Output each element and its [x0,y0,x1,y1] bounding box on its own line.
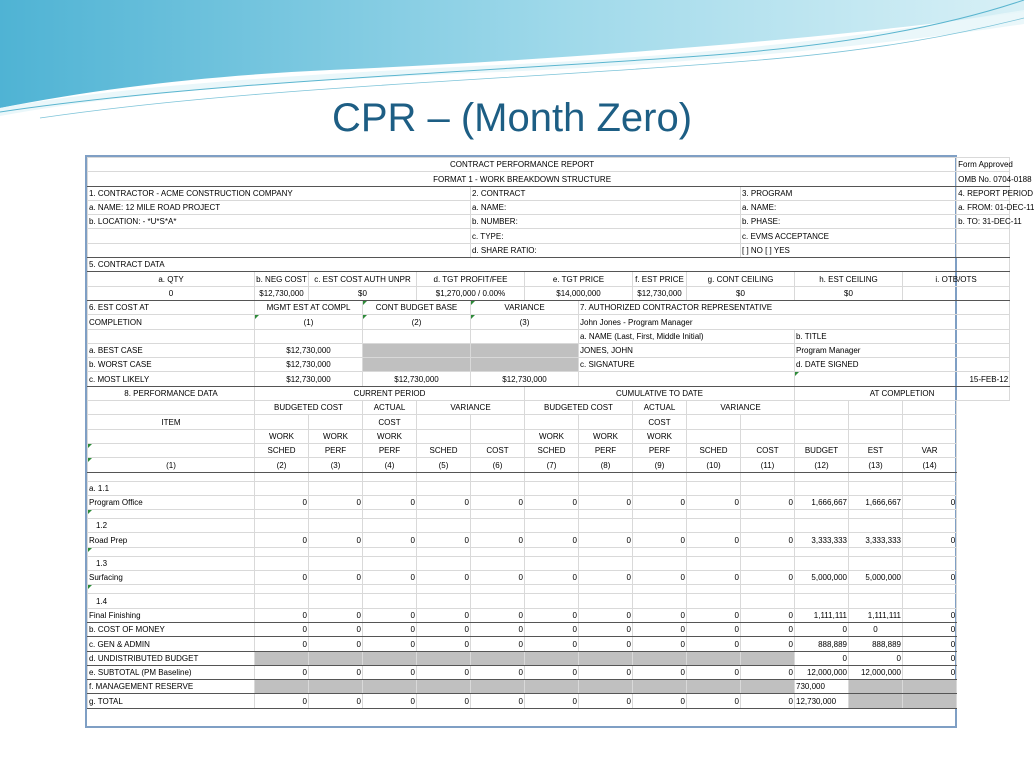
summary-label: g. TOTAL [88,694,255,708]
cell: 0 [363,533,417,547]
col-num-13: (13) [849,458,903,472]
cell: 0 [525,571,579,585]
cum-work-3: WORK [633,429,687,443]
contractor-name: a. NAME: 12 MILE ROAD PROJECT [88,200,471,214]
cd-value-neg-cost: $12,730,000 [255,286,309,300]
mgmt-col-num: (1) [255,315,363,329]
cell: 0 [255,571,309,585]
rep-title-value: Program Manager [795,343,1010,357]
contract-data-heading: 5. CONTRACT DATA [88,258,1010,272]
slide-title: CPR – (Month Zero) [331,96,693,140]
item-name: Program Office [88,495,255,509]
cell: 0 [525,533,579,547]
rep-signature-label: c. SIGNATURE [579,358,795,372]
current-period-header: CURRENT PERIOD [255,386,525,400]
period-to: b. TO: 31-DEC-11 [957,215,1010,229]
summary-label: d. UNDISTRIBUTED BUDGET [88,651,255,665]
cell: 0 [363,571,417,585]
cd-value-est-price: $12,730,000 [633,286,687,300]
cd-header-neg-cost: b. NEG COST [255,272,309,286]
cum-actual-perf: PERF [633,443,687,457]
cell: 0 [417,694,471,708]
cell: 0 [579,571,633,585]
cell: 0 [849,651,903,665]
contract-name: a. NAME: [471,200,741,214]
cell: 0 [417,622,471,636]
cell: 0 [741,571,795,585]
cell: 0 [687,622,741,636]
cd-value-est-ceiling: $0 [795,286,903,300]
cell: 0 [741,694,795,708]
cum-var-sched: SCHED [687,443,741,457]
cell: 0 [903,665,957,679]
cell: 0 [471,495,525,509]
table-row [88,651,1010,665]
table-row [88,622,1010,636]
cell: 0 [633,665,687,679]
item-name: Final Finishing [88,608,255,622]
variance-header: VARIANCE [471,300,579,314]
var-header: VAR [903,443,957,457]
cell: 0 [417,608,471,622]
cd-header-tgt-profit: d. TGT PROFIT/FEE [417,272,525,286]
cell: 0 [309,622,363,636]
item-code: 1.3 [88,556,255,570]
cd-header-qty: a. QTY [88,272,255,286]
program-name: a. NAME: [741,200,957,214]
program-phase: b. PHASE: [741,215,957,229]
form-approved: Form Approved [957,158,1010,172]
cell: 0 [795,651,849,665]
cell: 0 [687,608,741,622]
cell: 0 [363,608,417,622]
cell: 12,000,000 [795,665,849,679]
cell: 0 [687,533,741,547]
col-num-12: (12) [795,458,849,472]
contractor-heading: 1. CONTRACTOR - ACME CONSTRUCTION COMPANY [88,186,471,200]
at-completion-header: AT COMPLETION [795,386,1010,400]
cpr-table [87,157,1034,709]
variance-col-num: (3) [471,315,579,329]
cell: 12,000,000 [849,665,903,679]
cd-value-otb-ots [903,286,1010,300]
cell: 0 [741,495,795,509]
cell: 0 [525,694,579,708]
cell: 0 [417,495,471,509]
contractor-location: b. LOCATION: - *U*S*A* [88,215,471,229]
cum-perf: PERF [579,443,633,457]
cell: 0 [471,608,525,622]
cell: 0 [579,608,633,622]
cd-header-tgt-price: e. TGT PRICE [525,272,633,286]
cd-value-est-cost: $0 [309,286,417,300]
rep-date-label: d. DATE SIGNED [795,358,1010,372]
cell: 0 [633,694,687,708]
perf-heading: 8. PERFORMANCE DATA [88,386,255,400]
cell: 0 [687,694,741,708]
cell: 12,730,000 [795,694,849,708]
rep-title-label: b. TITLE [795,329,1010,343]
cell: 0 [309,533,363,547]
cell: 0 [471,571,525,585]
cur-work-2: WORK [309,429,363,443]
cd-value-cont-ceiling: $0 [687,286,795,300]
cur-perf: PERF [309,443,363,457]
cell: 0 [309,665,363,679]
program-heading: 3. PROGRAM [741,186,957,200]
cell: 1,111,111 [849,608,903,622]
cur-sched: SCHED [255,443,309,457]
cell: 0 [255,495,309,509]
cell: 0 [255,533,309,547]
cell: 3,333,333 [795,533,849,547]
cd-value-tgt-profit: $1,270,000 / 0.00% [417,286,525,300]
cum-variance: VARIANCE [687,401,795,415]
period-from: a. FROM: 01-DEC-11 [957,200,1010,214]
evms-acceptance: c. EVMS ACCEPTANCE [741,229,957,243]
report-title: CONTRACT PERFORMANCE REPORT [88,158,957,172]
summary-label: c. GEN & ADMIN [88,637,255,651]
rep-date-value: 15-FEB-12 [795,372,1010,386]
cum-cost: COST [633,415,687,429]
cbb-header: CONT BUDGET BASE [363,300,471,314]
contract-heading: 2. CONTRACT [471,186,741,200]
cum-budgeted-cost: BUDGETED COST [525,401,633,415]
col-num-4: (4) [363,458,417,472]
rep-name-value: JONES, JOHN [579,343,795,357]
cell: 0 [525,608,579,622]
col-num-2: (2) [255,458,309,472]
cum-work-2: WORK [579,429,633,443]
cell: 0 [741,608,795,622]
cum-var-cost: COST [741,443,795,457]
col-num-11: (11) [741,458,795,472]
cell: 0 [471,694,525,708]
cell: 0 [255,637,309,651]
cell: 1,666,667 [849,495,903,509]
cell: 0 [687,665,741,679]
cell: 1,111,111 [795,608,849,622]
col-num-14: (14) [903,458,957,472]
contract-share-ratio: d. SHARE RATIO: [471,243,741,257]
cell: 0 [849,622,903,636]
cell: 0 [255,622,309,636]
cum-actual: ACTUAL [633,401,687,415]
cell: 0 [741,622,795,636]
best-case-label: a. BEST CASE [88,343,255,357]
item-header: ITEM [88,415,255,429]
table-row [88,571,1010,585]
cell: 0 [579,665,633,679]
cell: 0 [687,495,741,509]
cur-actual: ACTUAL [363,401,417,415]
cell: 0 [741,637,795,651]
cell: 5,000,000 [795,571,849,585]
table-row [88,665,1010,679]
cell: 0 [255,665,309,679]
cell: 0 [417,665,471,679]
cell: 0 [633,533,687,547]
item-code: 1.2 [88,519,255,533]
cell: 0 [309,571,363,585]
cur-cost: COST [363,415,417,429]
mgmt-est-header: MGMT EST AT COMPL [255,300,363,314]
cd-value-qty: 0 [88,286,255,300]
cumulative-header: CUMULATIVE TO DATE [525,386,795,400]
evms-options: [ ] NO [ ] YES [741,243,957,257]
rep-heading: 7. AUTHORIZED CONTRACTOR REPRESENTATIVE [579,300,1010,314]
col-num-7: (7) [525,458,579,472]
rep-line: John Jones - Program Manager [579,315,1010,329]
cell: 0 [363,622,417,636]
cell: 0 [579,637,633,651]
cell: 0 [903,495,957,509]
cell: 0 [741,665,795,679]
cell: 0 [471,637,525,651]
cell: 0 [633,608,687,622]
cur-variance: VARIANCE [417,401,525,415]
item-code: 1.4 [88,594,255,608]
cell: 0 [903,637,957,651]
cell: 3,333,333 [849,533,903,547]
table-row [88,694,1010,708]
cd-header-est-price: f. EST PRICE [633,272,687,286]
best-case-mgmt: $12,730,000 [255,343,363,357]
cell: 0 [471,665,525,679]
cell: 0 [633,571,687,585]
most-likely-mgmt: $12,730,000 [255,372,363,386]
col-num-9: (9) [633,458,687,472]
cell: 0 [309,608,363,622]
table-row [88,608,1010,622]
cell: 0 [579,495,633,509]
cur-work-1: WORK [255,429,309,443]
most-likely-cbb: $12,730,000 [363,372,471,386]
cell: 0 [633,637,687,651]
col-num-5: (5) [417,458,471,472]
cell: 0 [363,495,417,509]
most-likely-label: c. MOST LIKELY [88,372,255,386]
cell: 0 [903,571,957,585]
completion-label: COMPLETION [88,315,255,329]
cell: 0 [633,622,687,636]
col-num-6: (6) [471,458,525,472]
cell: 0 [417,571,471,585]
most-likely-variance: $12,730,000 [471,372,579,386]
col-num-1: (1) [88,458,255,472]
cell: 0 [687,571,741,585]
cell: 0 [525,665,579,679]
summary-label: b. COST OF MONEY [88,622,255,636]
report-format: FORMAT 1 - WORK BREAKDOWN STRUCTURE [88,172,957,186]
cbb-col-num: (2) [363,315,471,329]
cur-var-sched: SCHED [417,443,471,457]
cum-work-1: WORK [525,429,579,443]
est-cost-heading: 6. EST COST AT [88,300,255,314]
cd-header-otb-ots: i. OTB/OTS [903,272,1010,286]
est-header: EST [849,443,903,457]
cur-var-cost: COST [471,443,525,457]
cell: 5,000,000 [849,571,903,585]
cell: 0 [579,694,633,708]
cell: 0 [633,495,687,509]
cell: 0 [903,533,957,547]
budget-header: BUDGET [795,443,849,457]
cd-value-tgt-price: $14,000,000 [525,286,633,300]
cell: 0 [903,622,957,636]
cell: 0 [309,495,363,509]
cd-header-cont-ceiling: g. CONT CEILING [687,272,795,286]
cell: 0 [525,637,579,651]
cell: 0 [525,622,579,636]
cpr-spreadsheet [85,155,1034,728]
cell: 1,666,667 [795,495,849,509]
worst-case-label: b. WORST CASE [88,358,255,372]
report-period-heading: 4. REPORT PERIOD [957,186,1010,200]
item-name: Road Prep [88,533,255,547]
cell: 0 [255,608,309,622]
summary-label: e. SUBTOTAL (PM Baseline) [88,665,255,679]
omb-number: OMB No. 0704-0188 [957,172,1010,186]
cell: 0 [903,651,957,665]
cell: 888,889 [795,637,849,651]
cell: 0 [579,533,633,547]
cur-actual-perf: PERF [363,443,417,457]
cell: 0 [363,637,417,651]
cum-sched: SCHED [525,443,579,457]
cell: 0 [579,622,633,636]
contract-type: c. TYPE: [471,229,741,243]
cd-header-est-cost: c. EST COST AUTH UNPR [309,272,417,286]
cell: 0 [363,665,417,679]
cell: 0 [255,694,309,708]
cell: 0 [471,533,525,547]
col-num-10: (10) [687,458,741,472]
contract-number: b. NUMBER: [471,215,741,229]
cell: 730,000 [795,680,849,694]
cell: 0 [471,622,525,636]
cell: 0 [309,694,363,708]
rep-name-label: a. NAME (Last, First, Middle Initial) [579,329,795,343]
cell: 0 [903,608,957,622]
summary-label: f. MANAGEMENT RESERVE [88,680,255,694]
cell: 0 [525,495,579,509]
table-row [88,533,1010,547]
col-num-3: (3) [309,458,363,472]
cur-work-3: WORK [363,429,417,443]
table-row [88,495,1010,509]
item-code: a. 1.1 [88,481,255,495]
cell: 888,889 [849,637,903,651]
cell: 0 [795,622,849,636]
worst-case-mgmt: $12,730,000 [255,358,363,372]
cd-header-est-ceiling: h. EST CEILING [795,272,903,286]
cell: 0 [417,637,471,651]
table-row [88,680,1010,694]
cell: 0 [687,637,741,651]
table-row [88,637,1010,651]
cell: 0 [363,694,417,708]
cur-budgeted-cost: BUDGETED COST [255,401,363,415]
col-num-8: (8) [579,458,633,472]
cell: 0 [309,637,363,651]
cell: 0 [741,533,795,547]
item-name: Surfacing [88,571,255,585]
cell: 0 [417,533,471,547]
